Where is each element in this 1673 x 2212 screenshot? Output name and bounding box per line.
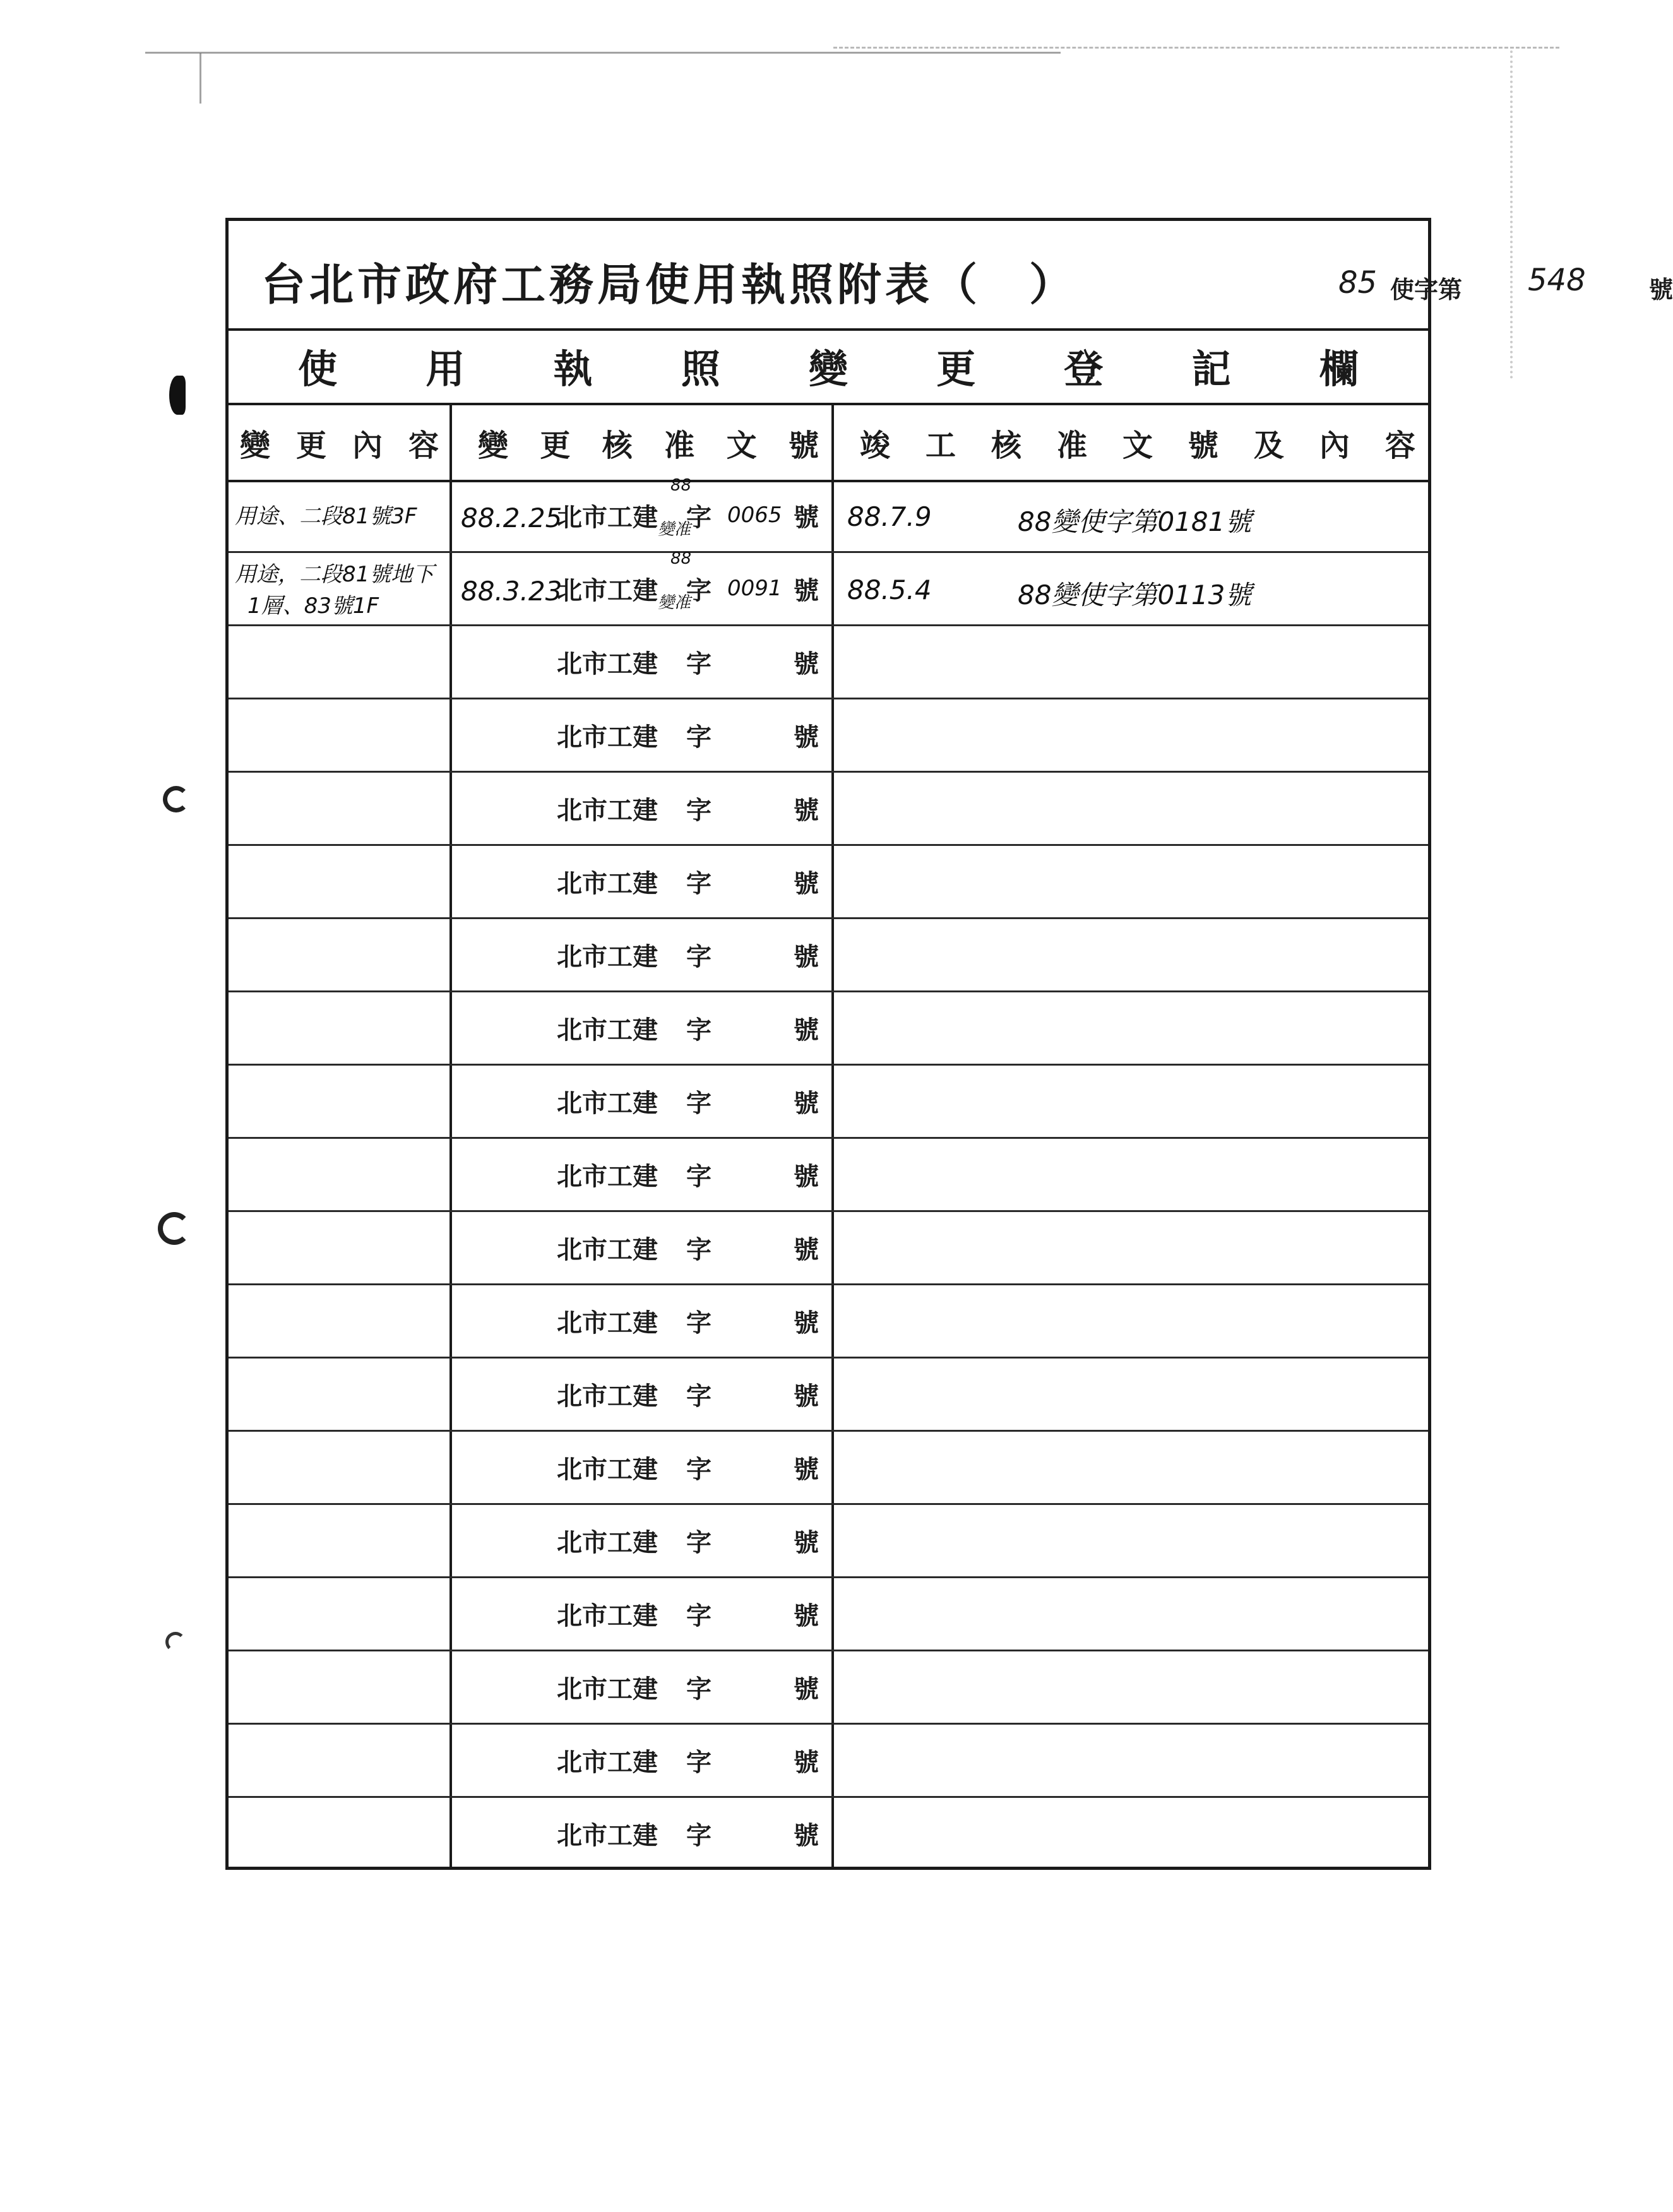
header-char: 准 [664, 427, 695, 463]
stamp-number: 號 [794, 1308, 819, 1338]
stamp-office: 北市工建 [557, 1528, 658, 1557]
header-char: 變 [240, 427, 271, 463]
header-char: 核 [602, 427, 633, 463]
approval-number: 0091 [727, 576, 782, 601]
stamp-word: 字 [686, 942, 711, 972]
stamp-office: 北市工建 [557, 576, 658, 605]
stamp-word: 字 [686, 1088, 711, 1118]
header-char: 文 [1122, 427, 1153, 463]
empty-row [229, 1066, 1428, 1139]
stamp-word: 字 [686, 649, 711, 679]
punch-hole [169, 376, 186, 415]
stamp-word: 字 [686, 1235, 711, 1264]
empty-row [229, 1505, 1428, 1578]
header-char: 更 [295, 427, 326, 463]
empty-row [229, 919, 1428, 992]
stamp-word: 字 [686, 1381, 711, 1411]
stamp-office: 北市工建 [557, 942, 658, 972]
stamp-number: 號 [794, 722, 819, 752]
stamp-number: 號 [794, 1235, 819, 1264]
stamp-number: 號 [794, 795, 819, 825]
empty-row [229, 846, 1428, 919]
stamp-word: 字 [686, 1674, 711, 1704]
filled-row [229, 549, 1428, 626]
approval-date: 88.3.23 [461, 576, 563, 607]
completion-date: 88.5.4 [847, 574, 932, 605]
stamp-word: 字 [686, 869, 711, 898]
scan-artifact-edge [1510, 51, 1516, 379]
stamp-word: 字 [686, 1601, 711, 1631]
header-char: 容 [1384, 427, 1415, 463]
header-char: 及 [1253, 427, 1284, 463]
stamp-number: 號 [794, 1454, 819, 1484]
punch-hole [163, 786, 189, 812]
stamp-office: 北市工建 [557, 795, 658, 825]
empty-row [229, 1725, 1428, 1798]
stamp-number: 號 [794, 942, 819, 972]
header-char: 內 [352, 427, 383, 463]
punch-hole [158, 1212, 191, 1245]
header-char: 號 [1188, 427, 1218, 463]
stamp-number: 號 [794, 1601, 819, 1631]
subtitle-char: 記 [1191, 345, 1231, 392]
completion-date: 88.7.9 [847, 501, 932, 532]
stamp-office: 北市工建 [557, 1381, 658, 1411]
empty-row [229, 1359, 1428, 1432]
empty-row [229, 1285, 1428, 1359]
stamp-number: 號 [794, 1674, 819, 1704]
subtitle-char: 照 [681, 345, 720, 392]
header-char: 更 [540, 427, 571, 463]
empty-row [229, 1212, 1428, 1285]
stamp-number: 號 [794, 869, 819, 898]
empty-row [229, 1578, 1428, 1651]
empty-row [229, 1432, 1428, 1505]
column-header-row [229, 405, 1428, 482]
stamp-word: 字 [686, 722, 711, 752]
stamp-word: 字 [686, 1747, 711, 1777]
permit-number: 548 [1528, 263, 1586, 298]
stamp-word: 字 [686, 576, 711, 605]
subtitle-char: 使 [298, 345, 338, 392]
form-title: 台北市政府工務局使用執照附表（ ） [261, 258, 1077, 311]
approval-number: 0065 [727, 502, 782, 528]
subtitle-char: 登 [1064, 345, 1104, 392]
stamp-number: 號 [794, 576, 819, 605]
approval-date: 88.2.25 [461, 502, 563, 533]
stamp-office: 北市工建 [557, 649, 658, 679]
stamp-number: 號 [794, 1747, 819, 1777]
stamp-word: 字 [686, 1821, 711, 1850]
approval-word-note: 變准 [658, 593, 691, 612]
stamp-word: 字 [686, 1162, 711, 1191]
scan-artifact-top-dashed [833, 47, 1559, 50]
scan-artifact-top [145, 52, 1061, 54]
stamp-number: 號 [794, 1162, 819, 1191]
stamp-office: 北市工建 [557, 502, 658, 532]
stamp-office: 北市工建 [557, 1821, 658, 1850]
completion-doc: 88變使字第0181號 [1018, 506, 1252, 537]
empty-row [229, 626, 1428, 699]
stamp-office: 北市工建 [557, 1235, 658, 1264]
header-char: 容 [408, 427, 439, 463]
stamp-office: 北市工建 [557, 869, 658, 898]
empty-row [229, 992, 1428, 1066]
header-completion-doc [860, 405, 1415, 480]
stamp-number: 號 [794, 1528, 819, 1557]
change-content-line1: 用途，二段81號地下 [235, 562, 434, 587]
punch-hole [165, 1632, 186, 1652]
header-char: 核 [991, 427, 1021, 463]
header-char: 內 [1319, 427, 1350, 463]
stamp-number: 號 [794, 1015, 819, 1045]
stamp-number: 號 [794, 1821, 819, 1850]
approval-year-note: 88 [670, 549, 692, 568]
empty-row [229, 699, 1428, 773]
empty-row [229, 1798, 1428, 1871]
subtitle-row [229, 328, 1428, 405]
stamp-office: 北市工建 [557, 1747, 658, 1777]
scan-artifact-tick [199, 53, 201, 104]
filled-row [229, 476, 1428, 553]
change-content: 用途、二段81號3F [235, 504, 417, 529]
header-char: 竣 [860, 427, 891, 463]
change-content-line2: 1層、83號1F [247, 593, 379, 619]
stamp-number: 號 [794, 502, 819, 532]
stamp-word: 字 [686, 1015, 711, 1045]
header-char: 工 [925, 427, 956, 463]
stamp-word: 字 [686, 502, 711, 532]
stamp-office: 北市工建 [557, 1601, 658, 1631]
stamp-number: 號 [794, 1381, 819, 1411]
header-char: 號 [788, 427, 819, 463]
empty-row [229, 1651, 1428, 1725]
title-row [229, 221, 1673, 331]
header-char: 變 [478, 427, 509, 463]
stamp-office: 北市工建 [557, 1162, 658, 1191]
stamp-office: 北市工建 [557, 1454, 658, 1484]
header-char: 文 [726, 427, 757, 463]
stamp-number: 號 [794, 649, 819, 679]
header-char: 准 [1056, 427, 1087, 463]
completion-doc: 88變使字第0113號 [1018, 580, 1252, 610]
stamp-office: 北市工建 [557, 722, 658, 752]
stamp-word: 字 [686, 1454, 711, 1484]
stamp-office: 北市工建 [557, 1015, 658, 1045]
approval-year-note: 88 [670, 476, 692, 495]
header-change-content [240, 405, 445, 480]
stamp-office: 北市工建 [557, 1308, 658, 1338]
permit-word: 使字第 [1390, 275, 1463, 304]
permit-attachment-form [225, 218, 1673, 1870]
subtitle-char: 執 [553, 345, 593, 392]
stamp-word: 字 [686, 1308, 711, 1338]
stamp-number: 號 [794, 1088, 819, 1118]
empty-row [229, 1139, 1428, 1212]
subtitle-char: 更 [936, 345, 976, 392]
stamp-office: 北市工建 [557, 1674, 658, 1704]
approval-word-note: 變准 [658, 520, 691, 539]
header-approval-doc [478, 405, 819, 480]
stamp-word: 字 [686, 795, 711, 825]
empty-row [229, 773, 1428, 846]
permit-year: 85 [1338, 265, 1378, 300]
subtitle-char: 欄 [1319, 345, 1359, 392]
subtitle-char: 變 [808, 345, 848, 392]
stamp-office: 北市工建 [557, 1088, 658, 1118]
subtitle-char: 用 [426, 345, 465, 392]
permit-suffix: 號 [1649, 275, 1673, 304]
stamp-word: 字 [686, 1528, 711, 1557]
